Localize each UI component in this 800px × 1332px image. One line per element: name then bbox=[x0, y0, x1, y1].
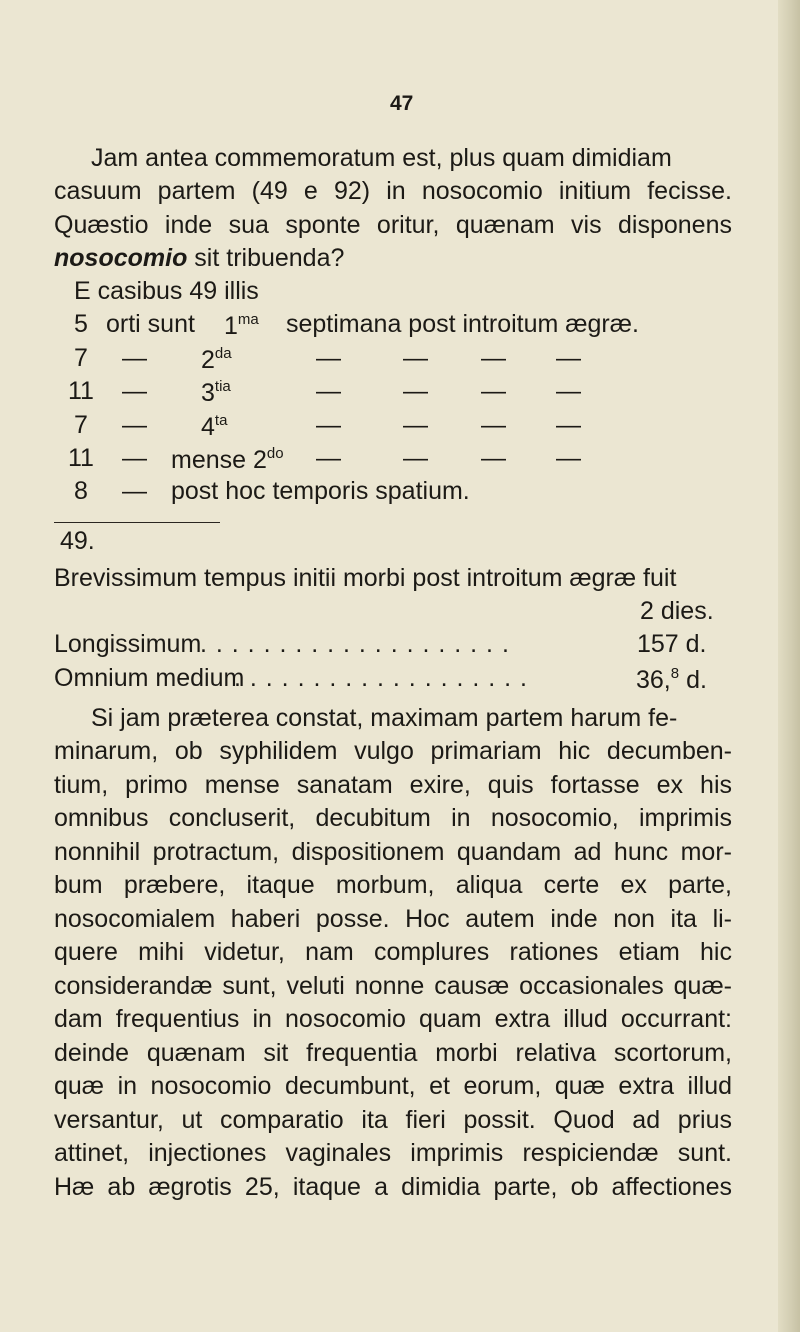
row-count: 8 bbox=[74, 477, 88, 505]
row-count: 7 bbox=[74, 344, 88, 372]
para2-line-14: attinet, injectiones vaginales imprimis respiciendæ sunt. bbox=[54, 1139, 732, 1167]
para2-line-4: omnibus concluserit, decubitum in nosocomio, imprimis bbox=[54, 804, 732, 832]
emphasis-nosocomio: nosocomio bbox=[54, 244, 188, 272]
para2-line-11: deinde quænam sit frequentia morbi relativa scortorum, bbox=[54, 1039, 732, 1067]
row-word: — bbox=[122, 477, 147, 505]
row-word: — bbox=[122, 444, 147, 472]
page-number: 47 bbox=[390, 92, 414, 115]
ditto-dash: — bbox=[316, 444, 341, 472]
row-ordinal: post hoc temporis spatium. bbox=[171, 477, 470, 505]
ditto-dash: — bbox=[556, 377, 581, 405]
row-word: — bbox=[122, 344, 147, 372]
medium-value: 36,$^8$ d. bbox=[636, 665, 707, 694]
para2-line-9: considerandæ sunt, veluti nonne causæ occasionales quæ- bbox=[54, 972, 732, 1000]
longissimum-value: 157 d. bbox=[637, 630, 707, 658]
row-ordinal: $4^{ta}$ bbox=[201, 412, 228, 441]
row-word: — bbox=[122, 377, 147, 405]
para2-line-10: dam frequentius in nosocomio quam extra illud occurrant: bbox=[54, 1005, 732, 1033]
leader-dots: . . . . . . . . . . . . . . . . . . . bbox=[234, 664, 528, 692]
brevissimum-value: 2 dies. bbox=[640, 597, 714, 625]
ditto-dash: — bbox=[556, 411, 581, 439]
para2-line-5: nonnihil protractum, dispositionem quandam ad hunc mor- bbox=[54, 838, 732, 866]
para1-line-4 bbox=[54, 246, 344, 271]
para2-line-2: minarum, ob syphilidem vulgo primariam hic decumben- bbox=[54, 737, 732, 765]
row-count: 11 bbox=[68, 377, 94, 405]
para2-line-1: Si jam præterea constat, maximam partem harum fe- bbox=[91, 704, 678, 732]
row-ordinal: mense $2^{do}$ bbox=[171, 445, 284, 474]
row-count: 5 bbox=[74, 310, 88, 338]
para2-line-15: Hæ ab ægrotis 25, itaque a dimidia parte, ob affectiones bbox=[54, 1173, 732, 1201]
para1-line-3: Quæstio inde sua sponte oritur, quænam vis disponens bbox=[54, 211, 732, 239]
ditto-dash: — bbox=[481, 444, 506, 472]
row-ordinal: $3^{tia}$ bbox=[201, 378, 231, 407]
brevissimum-label: Brevissimum tempus initii morbi post introitum ægræ fuit bbox=[54, 564, 677, 592]
row-count: 11 bbox=[68, 444, 94, 472]
row-ordinal: $2^{da}$ bbox=[201, 345, 232, 374]
para1-line-2: casuum partem (49 e 92) in nosocomio initium fecisse. bbox=[54, 177, 732, 205]
para2-line-8: quere mihi videtur, nam complures rationes etiam hic bbox=[54, 938, 732, 966]
row-ordinal: $1^{ma}$ bbox=[224, 311, 259, 340]
page-spine-shadow bbox=[778, 0, 800, 1332]
para2-line-6: bum præbere, itaque morbum, aliqua certe ex parte, bbox=[54, 871, 732, 899]
ditto-dash: — bbox=[403, 344, 428, 372]
row-word: — bbox=[122, 411, 147, 439]
ditto-dash: — bbox=[403, 444, 428, 472]
leader-dots: . . . . . . . . . . . . . . . . . . . . bbox=[200, 630, 510, 658]
longissimum-label: Longissimum bbox=[54, 630, 202, 658]
ditto-dash: — bbox=[481, 377, 506, 405]
row-word: orti sunt bbox=[106, 310, 195, 338]
row-rest: septimana post introitum ægræ. bbox=[286, 310, 639, 338]
para1-line-4-rest: sit tribuenda? bbox=[194, 244, 345, 272]
para2-line-3: tium, primo mense sanatam exire, quis fortasse ex his bbox=[54, 771, 732, 799]
ditto-dash: — bbox=[481, 411, 506, 439]
ditto-dash: — bbox=[556, 344, 581, 372]
ditto-dash: — bbox=[481, 344, 506, 372]
table-intro: E casibus 49 illis bbox=[74, 277, 259, 305]
para1-line-1: Jam antea commemoratum est, plus quam dimidiam bbox=[91, 144, 672, 172]
para2-line-13: versantur, ut comparatio ita fieri possit. Quod ad prius bbox=[54, 1106, 732, 1134]
ditto-dash: — bbox=[403, 411, 428, 439]
ditto-dash: — bbox=[316, 377, 341, 405]
ditto-dash: — bbox=[403, 377, 428, 405]
ditto-dash: — bbox=[316, 411, 341, 439]
table-total: 49. bbox=[60, 527, 95, 555]
medium-label: Omnium medium bbox=[54, 664, 245, 692]
sum-rule bbox=[54, 522, 220, 523]
row-count: 7 bbox=[74, 411, 88, 439]
ditto-dash: — bbox=[316, 344, 341, 372]
para2-line-12: quæ in nosocomio decumbunt, et eorum, quæ extra illud bbox=[54, 1072, 732, 1100]
ditto-dash: — bbox=[556, 444, 581, 472]
para2-line-7: nosocomialem haberi posse. Hoc autem inde non ita li- bbox=[54, 905, 732, 933]
